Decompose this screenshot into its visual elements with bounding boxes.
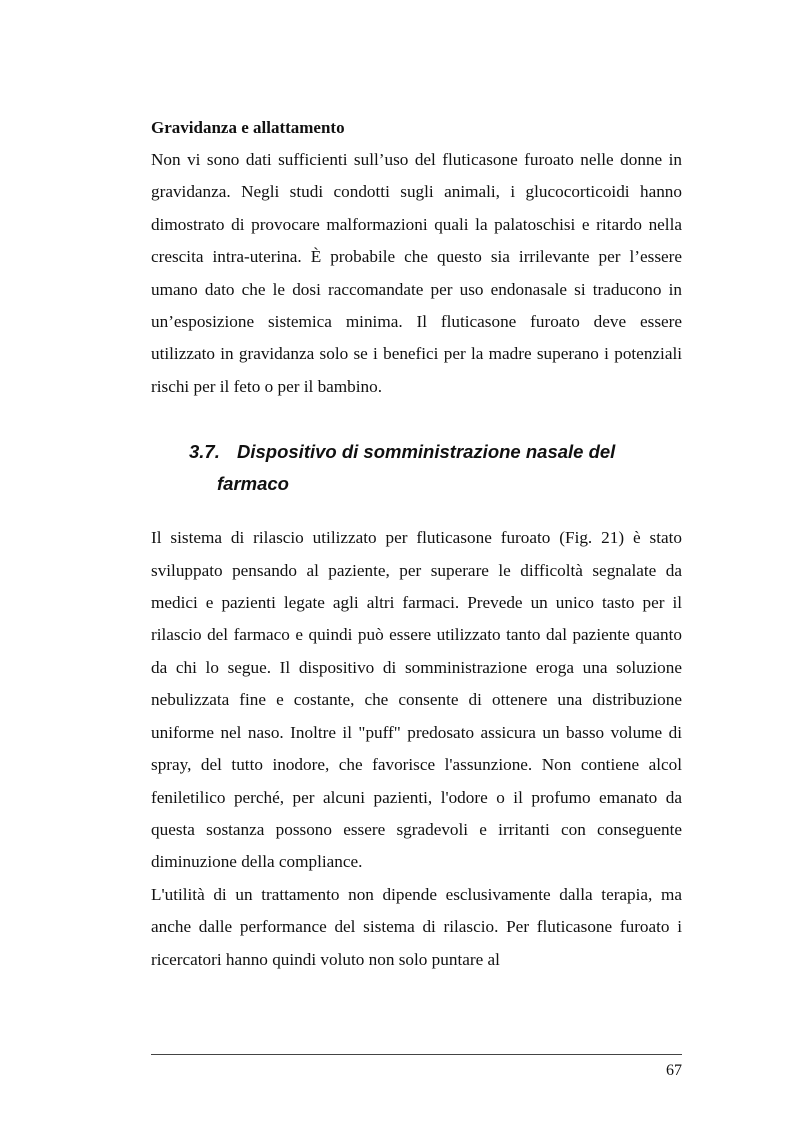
section-title-line1: Dispositivo di somministrazione nasale del bbox=[237, 441, 616, 463]
section-title-line2: farmaco bbox=[217, 473, 289, 495]
spacer bbox=[151, 500, 682, 522]
spacer bbox=[151, 403, 682, 436]
section-number: 3.7. bbox=[189, 441, 220, 463]
page-number: 67 bbox=[666, 1062, 682, 1079]
footer-divider bbox=[151, 1054, 682, 1055]
subsection-title: Gravidanza e allattamento bbox=[151, 118, 345, 137]
section-heading bbox=[151, 436, 629, 500]
performance-paragraph: L'utilità di un trattamento non dipende esclusivamente dalla terapia, ma anche dalle performance del sistema di rilascio. Per fluticasone furoato i ricercatori hanno quindi voluto non solo puntare al bbox=[151, 884, 682, 969]
page-body bbox=[151, 112, 682, 976]
pregnancy-paragraph: Non vi sono dati sufficienti sull’uso del fluticasone furoato nelle donne in gravidanza. Negli studi condotti sugli animali, i glucocorticoidi hanno dimostrato di provocare malformazioni quali la palatoschisi e ritardo nella crescita intra-uterina. È probabile che questo sia irrilevante per l’essere umano dato che le dosi raccomandate per uso endonasale si traducono in un’esposizione sistemica minima. Il fluticasone furoato deve essere utilizzato in gravidanza solo se i benefici per la madre superano i potenziali rischi per il feto o per il bambino. bbox=[151, 150, 682, 396]
delivery-system-paragraph: Il sistema di rilascio utilizzato per fluticasone furoato (Fig. 21) è stato sviluppato pensando al paziente, per superare le difficoltà segnalate da medici e pazienti legate agli altri farmaci. Prevede un unico tasto per il rilascio del farmaco e quindi può essere utilizzato tanto dal paziente quanto da chi lo segue. Il dispositivo di somministrazione eroga una soluzione nebulizzata fine e costante, che consente di ottenere una distribuzione uniforme nel naso. Inoltre il "puff" predosato assicura un basso volume di spray, del tutto inodore, che favorisce l'assunzione. Non contiene alcol feniletilico perché, per alcuni pazienti, l'odore o il profumo emanato da questa sostanza possono essere sgradevoli e irritanti con conseguente diminuzione della compliance. bbox=[151, 528, 682, 872]
